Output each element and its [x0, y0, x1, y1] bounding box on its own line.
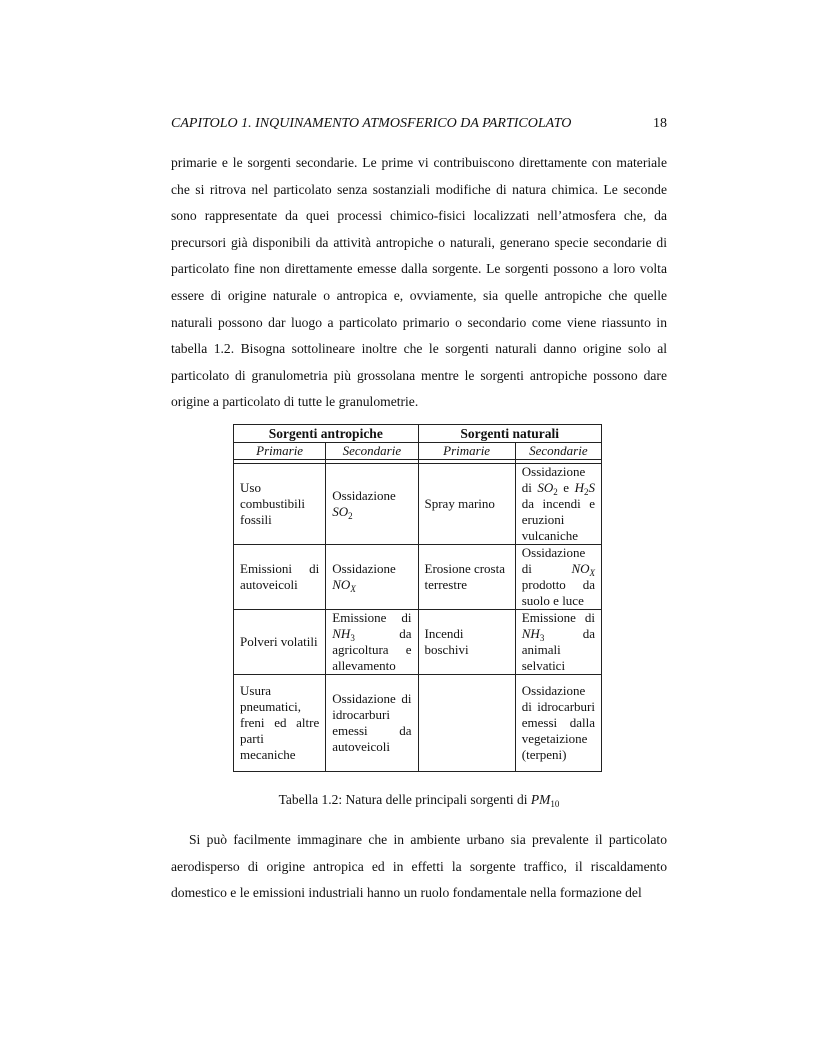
paragraph-intro: primarie e le sorgenti secondarie. Le prime vi contribuiscono direttamente con materiale che si ritrova nel particolato senza sostanziali modifiche di natura chimica. Le seconde sono rappresentate da quei processi chimico-fisici localizzati nell’atmosfera che, da precursori già disponibili da attività antropiche o naturali, generano specie secondarie di particolato fine non direttamente emesse dalla sorgente. Le sorgenti possono a loro volta essere di origine naturale o antropica e, ovviamente, sia quelle antropiche che quelle naturali possono dar luogo a particolato primario o secondario come viene riassunto in tabella 1.2. Bisogna sottolineare inoltre che le sorgenti naturali danno origine solo al particolato di granulometria più grossolana mentre le sorgenti antropiche possono dare origine a particolato di tutte le granulometrie.: [171, 155, 667, 410]
cell-r2-primary-natural: Erosione crosta terrestre: [418, 545, 515, 610]
cell-r2-secondary-natural: Ossidazione di $NO_X$ prodotto da suolo e luce: [515, 545, 601, 610]
table-caption: Tabella 1.2: Natura delle principali sorgenti di $PM_{10}$: [278, 792, 560, 809]
table-subheader-row: [234, 443, 602, 460]
subheader-primary-natural: Primarie: [418, 443, 515, 460]
paragraph-urban: Si può facilmente immaginare che in ambiente urbano sia prevalente il particolato aerodisperso di origine antropica ed in effetti la sorgente traffico, il riscaldamento domestico e le emissioni industriali hanno un ruolo fondamentale nella formazione del: [171, 832, 667, 901]
cell-r3-secondary-natural: Emissione di $NH_3$ da animali selvatici: [515, 610, 601, 675]
cell-r2-secondary-anthropic: Ossidazione $NO_X$: [326, 545, 418, 610]
table-row: [234, 545, 602, 610]
table-row: [234, 675, 602, 772]
cell-r4-secondary-natural: Ossidazione di idrocarburi emessi dalla vegetaizione (terpeni): [515, 675, 601, 772]
cell-r1-secondary-natural: Ossidazione di $SO_2$ e $H_2S$ da incendi e eruzioni vulcaniche: [515, 464, 601, 545]
table-group-header-row: [234, 425, 602, 443]
group-natural: Sorgenti naturali: [418, 425, 602, 443]
subheader-secondary-anthropic: Secondarie: [326, 443, 418, 460]
cell-r1-primary-natural: Spray marino: [418, 464, 515, 545]
cell-r3-secondary-anthropic: Emissione di $NH_3$ da agricoltura e allevamento: [326, 610, 418, 675]
cell-r3-primary-anthropic: Polveri volatili: [234, 610, 326, 675]
subheader-secondary-natural: Secondarie: [515, 443, 601, 460]
page-number: 18: [653, 116, 667, 131]
cell-r4-primary-natural: [418, 675, 515, 772]
cell-r1-secondary-anthropic: Ossidazione $SO_2$: [326, 464, 418, 545]
chapter-title: CAPITOLO 1. INQUINAMENTO ATMOSFERICO DA PARTICOLATO: [171, 116, 572, 131]
cell-r4-secondary-anthropic: Ossidazione di idrocarburi emessi da autoveicoli: [326, 675, 418, 772]
running-header: [171, 116, 667, 136]
table-row: [234, 464, 602, 545]
group-anthropic: Sorgenti antropiche: [234, 425, 419, 443]
cell-r3-primary-natural: Incendi boschivi: [418, 610, 515, 675]
cell-r4-primary-anthropic: Usura pneumatici, freni ed altre parti mecaniche: [234, 675, 326, 772]
cell-r1-primary-anthropic: Uso combustibili fossili: [234, 464, 326, 545]
subheader-primary-anthropic: Primarie: [234, 443, 326, 460]
cell-r2-primary-anthropic: Emissioni di autoveicoli: [234, 545, 326, 610]
sources-table: [233, 424, 602, 772]
table-row: [234, 610, 602, 675]
